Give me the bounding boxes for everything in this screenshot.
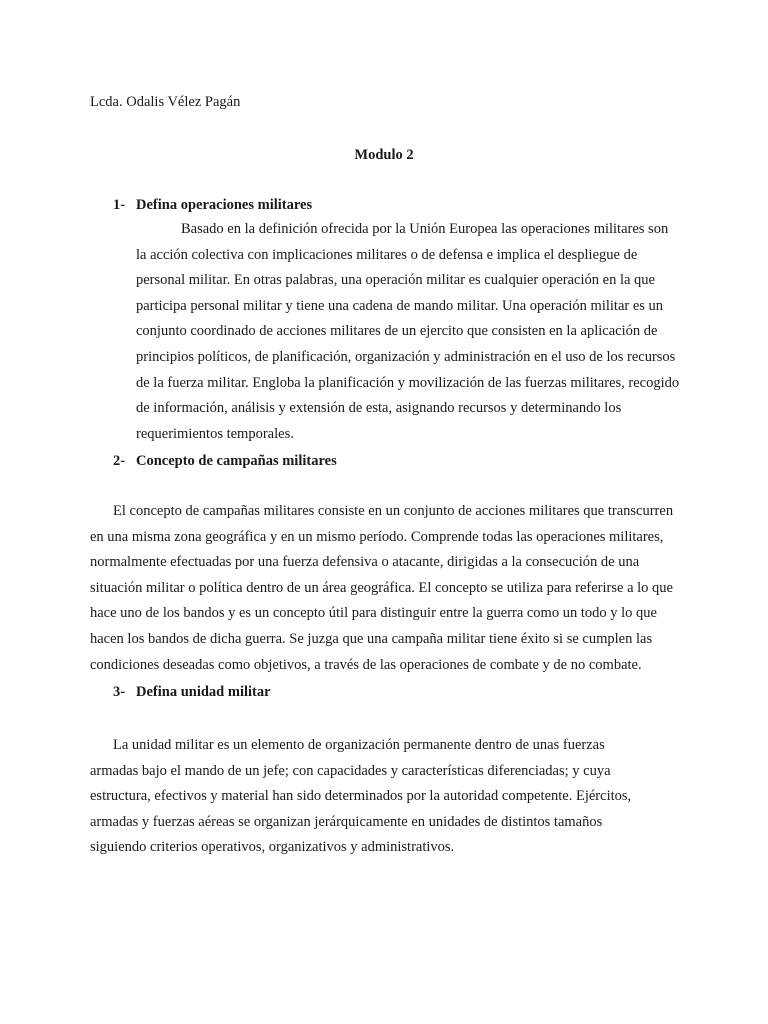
section-2-heading: [113, 451, 337, 471]
paragraph-line: condiciones deseadas como objetivos, a través de las operaciones de combate y de no combate.: [90, 656, 642, 673]
section-3-heading: [113, 682, 271, 702]
paragraph-line: en una misma zona geográfica y en un mismo período. Comprende todas las operaciones militares,: [90, 528, 664, 545]
section-1-body: [136, 217, 679, 447]
paragraph-line: Basado en la definición ofrecida por la Unión Europea las operaciones militares son: [181, 221, 669, 237]
section-2-number: 2-: [113, 453, 126, 469]
paragraph-line: armadas y fuerzas aéreas se organizan jerárquicamente en unidades de distintos tamaños: [90, 813, 603, 830]
paragraph-line: normalmente efectuadas por una fuerza defensiva o atacante, dirigidas a la consecución de una: [90, 554, 640, 571]
paragraph-line: estructura, efectivos y material han sido determinados por la autoridad competente. Ejércitos,: [90, 788, 632, 805]
section-1-number: 1-: [113, 197, 126, 213]
paragraph-line: conjunto coordinado de acciones militares de un ejercito que consisten en la aplicación de: [136, 323, 658, 340]
paragraph-line: principios políticos, de planificación, organización y administración en el uso de los recursos: [136, 348, 676, 365]
section-2-body: [90, 499, 673, 678]
paragraph-line: personal militar. En otras palabras, una operación militar es cualquier operación en la que: [136, 272, 655, 289]
paragraph-line: situación militar o política dentro de un área geográfica. El concepto se utiliza para referirse a lo que: [90, 579, 673, 596]
paragraph-line: de la fuerza militar. Engloba la planificación y movilización de las fuerzas militares, recogido: [136, 374, 680, 391]
paragraph-line: hace uno de los bandos y es un concepto útil para distinguir entre la guerra como un todo y lo que: [90, 605, 657, 622]
section-3-heading-text: Defina unidad militar: [136, 684, 271, 700]
author-name: Lcda. Odalis Vélez Pagán: [90, 94, 241, 110]
section-1-heading-text: Defina operaciones militares: [136, 197, 313, 213]
paragraph-line: armadas bajo el mando de un jefe; con capacidades y características diferenciadas; y cuya: [90, 762, 611, 779]
section-3-number: 3-: [113, 684, 126, 700]
section-1-heading: [113, 195, 312, 215]
section-2-heading-text: Concepto de campañas militares: [136, 453, 337, 469]
paragraph-line: la acción colectiva con implicaciones militares o de defensa e implica el despliegue de: [136, 246, 638, 263]
section-3-body: [90, 733, 631, 861]
paragraph-line: requerimientos temporales.: [136, 425, 294, 442]
paragraph-line: hacen los bandos de dicha guerra. Se juzga que una campaña militar tiene éxito si se cumplen las: [90, 630, 653, 647]
paragraph-line: La unidad militar es un elemento de organización permanente dentro de unas fuerzas: [113, 737, 605, 753]
paragraph-line: participa personal militar y tiene una cadena de mando militar. Una operación militar es un: [136, 297, 664, 314]
paragraph-line: de información, análisis y extensión de esta, asignando recursos y determinando los: [136, 400, 622, 417]
paragraph-line: El concepto de campañas militares consiste en un conjunto de acciones militares que transcurren: [113, 503, 674, 519]
page-title: Modulo 2: [354, 147, 414, 163]
paragraph-line: siguiendo criterios operativos, organizativos y administrativos.: [90, 839, 455, 856]
